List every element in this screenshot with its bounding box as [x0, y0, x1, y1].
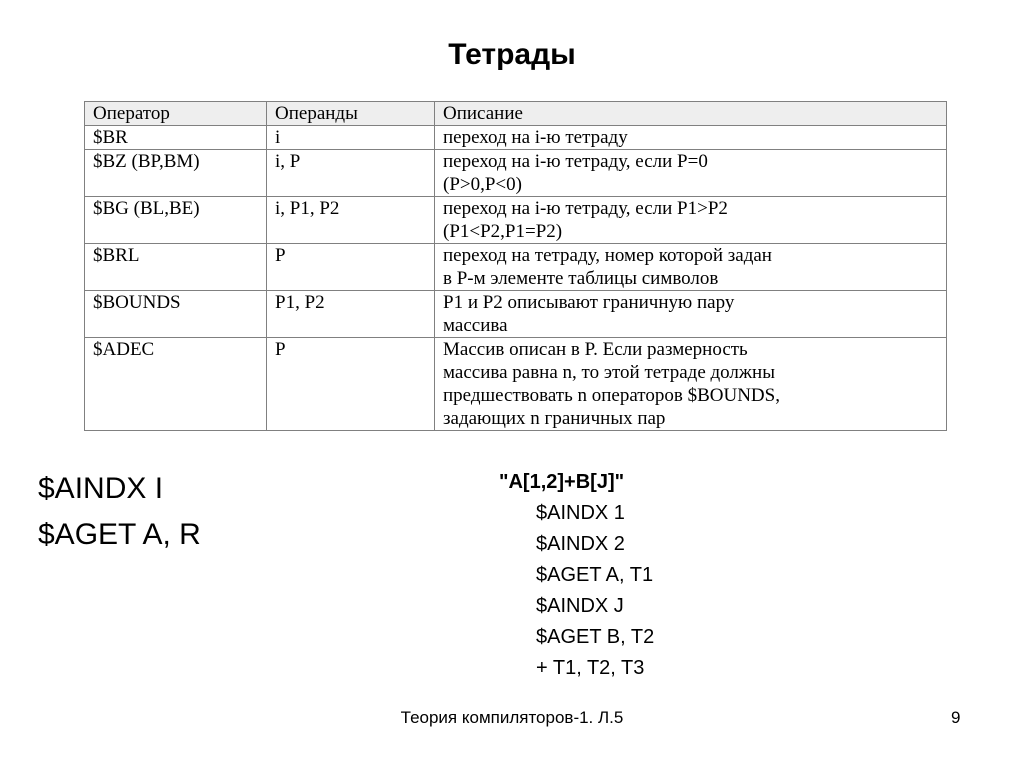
page-number: 9 — [951, 708, 961, 727]
table-row — [85, 244, 947, 291]
cell-description — [435, 338, 947, 431]
description-line: (P>0,P<0) — [443, 174, 522, 195]
operators-table — [84, 101, 947, 431]
cell-operator: $ADEC — [85, 338, 267, 431]
description-line: Массив описан в P. Если размерность — [443, 339, 748, 360]
table-row — [85, 291, 947, 338]
slide-title: Тетрады — [448, 38, 576, 71]
cell-operands: i — [267, 126, 435, 150]
cell-description — [435, 244, 947, 291]
description-line: переход на i-ю тетраду, если P=0 — [443, 151, 708, 172]
cell-operands: i, P — [267, 150, 435, 197]
cell-operands: i, P1, P2 — [267, 197, 435, 244]
cell-description — [435, 126, 947, 150]
description-line: переход на i-ю тетраду, если P1>P2 — [443, 198, 728, 219]
example-line: $AGET A, T1 — [536, 564, 654, 586]
cell-description — [435, 197, 947, 244]
header-description: Описание — [435, 102, 947, 126]
example-block — [499, 467, 654, 684]
left-code-line: $AINDX I — [38, 472, 164, 505]
description-line: P1 и P2 описывают граничную пару — [443, 292, 735, 313]
table-row — [85, 126, 947, 150]
cell-description — [435, 150, 947, 197]
cell-description — [435, 291, 947, 338]
example-line: + T1, T2, T3 — [536, 657, 645, 679]
example-line: $AINDX J — [536, 595, 624, 617]
example-line: $AINDX 1 — [536, 502, 625, 524]
description-line: предшествовать n операторов $BOUNDS, — [443, 385, 780, 406]
cell-operands: P1, P2 — [267, 291, 435, 338]
cell-operator: $BG (BL,BE) — [85, 197, 267, 244]
description-line: массива равна n, то этой тетраде должны — [443, 362, 775, 383]
left-code-line: $AGET A, R — [38, 518, 201, 551]
description-line: массива — [443, 315, 508, 336]
header-operands: Операнды — [267, 102, 435, 126]
table-row — [85, 338, 947, 431]
example-line: $AINDX 2 — [536, 533, 625, 555]
cell-operator: $BOUNDS — [85, 291, 267, 338]
description-line: (P1<P2,P1=P2) — [443, 221, 563, 242]
cell-operator: $BRL — [85, 244, 267, 291]
table-row — [85, 150, 947, 197]
cell-operands: P — [267, 338, 435, 431]
description-line: задающих n граничных пар — [443, 408, 666, 429]
cell-operands: P — [267, 244, 435, 291]
description-line: переход на i-ю тетраду — [443, 127, 628, 148]
footer-text: Теория компиляторов-1. Л.5 — [400, 708, 624, 727]
header-operator: Оператор — [85, 102, 267, 126]
cell-operator: $BZ (BP,BM) — [85, 150, 267, 197]
description-line: переход на тетраду, номер которой задан — [443, 245, 772, 266]
table-row — [85, 197, 947, 244]
description-line: в P-м элементе таблицы символов — [443, 268, 719, 289]
example-line: $AGET B, T2 — [536, 626, 655, 648]
table-header-row — [85, 102, 947, 126]
example-header: "A[1,2]+B[J]" — [499, 471, 625, 493]
cell-operator: $BR — [85, 126, 267, 150]
left-code-block — [38, 466, 201, 558]
